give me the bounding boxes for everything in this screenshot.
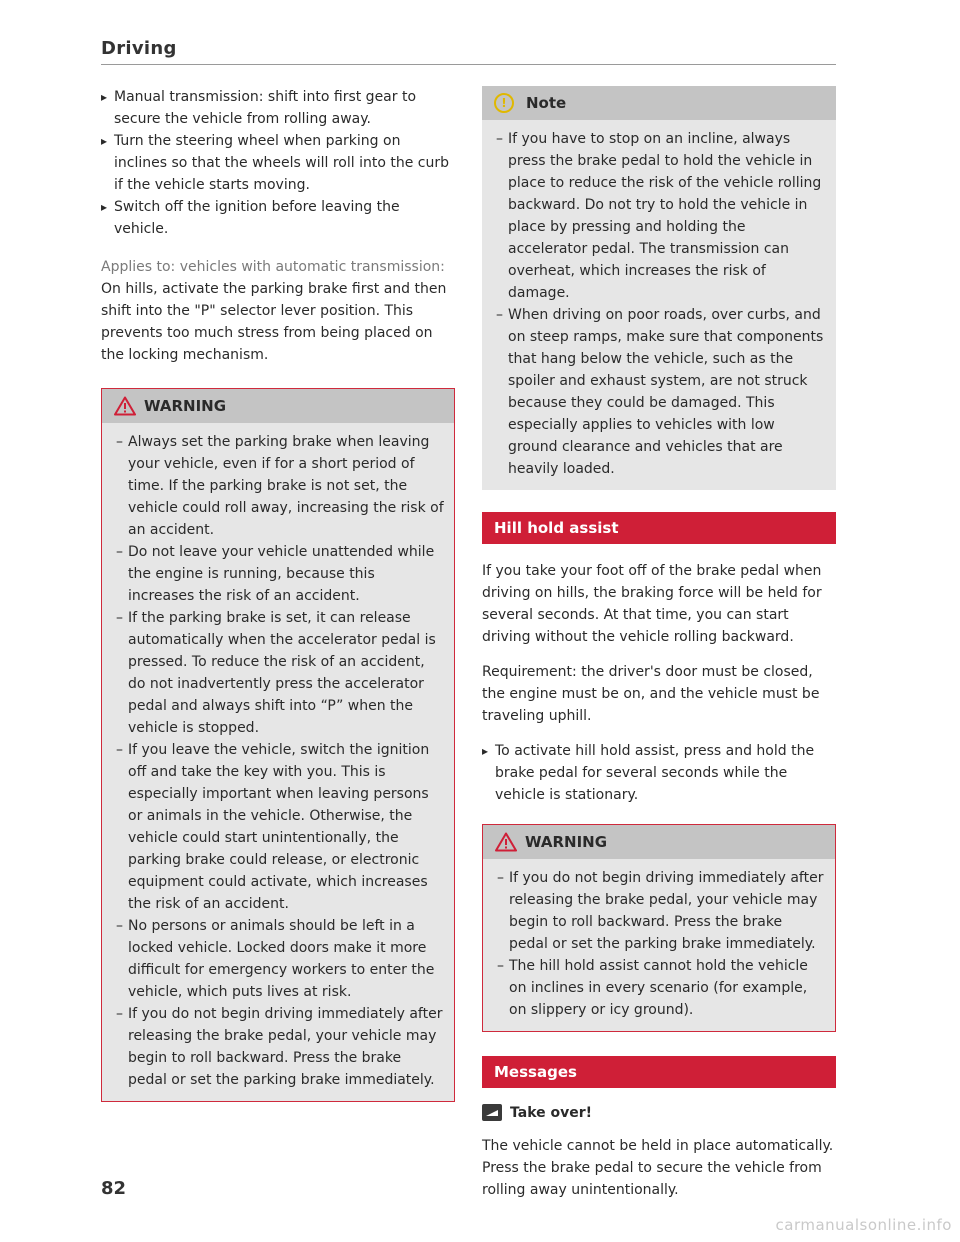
hill-hold-requirement: Requirement: the driver's door must be closed, the engine must be on, and the vehicle must be traveling uphill. <box>482 664 820 724</box>
warning-item: – If you leave the vehicle, switch the ignition off and take the key with you. This is especially important when leaving persons or animals in the vehicle. Otherwise, the vehicle could start unintentionally, the parking brake could release, or electronic equipment could activate, which increases the risk of an accident. <box>116 739 444 915</box>
warning-item: – Always set the parking brake when leaving your vehicle, even if for a short period of time. If the parking brake is not set, the vehicle could roll away, increasing the risk of an accident. <box>116 431 444 541</box>
warning-box-parking <box>101 388 455 1102</box>
section-heading-messages: Messages <box>482 1056 836 1088</box>
section-heading-hill-hold: Hill hold assist <box>482 512 836 544</box>
warning-triangle-icon <box>114 396 136 416</box>
hill-hold-indicator-icon <box>482 1104 502 1121</box>
applies-to-note: Applies to: vehicles with automatic transmission: <box>101 259 445 275</box>
warning-title: WARNING <box>525 833 608 851</box>
warning-item: – If you do not begin driving immediately after releasing the brake pedal, your vehicle may begin to roll backward. Press the brake pedal or set the parking brake immediately. <box>497 867 825 955</box>
warning-item: – If you do not begin driving immediately after releasing the brake pedal, your vehicle may begin to roll backward. Press the brake pedal or set the parking brake immediately. <box>116 1003 444 1091</box>
warning-item: – Do not leave your vehicle unattended while the engine is running, because this increases the risk of an accident. <box>116 541 444 607</box>
bullet-activate-hill-hold: ▸ To activate hill hold assist, press and hold the brake pedal for several seconds while the vehicle is stationary. <box>482 740 836 806</box>
bullet-switch-off-ignition: ▸ Switch off the ignition before leaving the vehicle. <box>101 196 455 240</box>
page-header-title: Driving <box>101 38 177 59</box>
note-item: – When driving on poor roads, over curbs, and on steep ramps, make sure that components that hang below the vehicle, such as the spoiler and exhaust system, are not struck because they could be damaged. This especially applies to vehicles with low ground clearance and vehicles that are heavily loaded. <box>496 304 826 480</box>
page-number: 82 <box>101 1178 127 1199</box>
watermark-text: carmanualsonline.info <box>775 1216 952 1234</box>
note-header <box>482 86 836 120</box>
warning-box-hill-hold <box>482 824 836 1032</box>
header-divider <box>101 64 836 65</box>
warning-title: WARNING <box>144 397 227 415</box>
note-title: Note <box>526 94 567 112</box>
warning-item: – The hill hold assist cannot hold the vehicle on inclines in every scenario (for example, on slippery or icy ground). <box>497 955 825 1021</box>
message-description: The vehicle cannot be held in place automatically. Press the brake pedal to secure the vehicle from rolling away unintentionally. <box>482 1138 834 1198</box>
warning-header <box>102 389 454 423</box>
warning-item: – No persons or animals should be left in a locked vehicle. Locked doors make it more difficult for emergency workers to enter the vehicle, which puts lives at risk. <box>116 915 444 1003</box>
warning-body <box>102 423 454 1101</box>
bullet-turn-wheel: ▸ Turn the steering wheel when parking on inclines so that the wheels will roll into the curb if the vehicle starts moving. <box>101 130 455 196</box>
note-info-icon: ! <box>494 93 514 113</box>
hills-paragraph: On hills, activate the parking brake first and then shift into the "P" selector lever position. This prevents too much stress from being placed on the locking mechanism. <box>101 281 447 363</box>
warning-item: – If the parking brake is set, it can release automatically when the accelerator pedal is pressed. To reduce the risk of an accident, do not inadvertently press the accelerator pedal and always shift into “P” when the vehicle is stopped. <box>116 607 444 739</box>
warning-triangle-icon <box>495 832 517 852</box>
warning-body <box>483 859 835 1031</box>
left-column <box>101 86 455 1102</box>
bullet-manual-transmission: ▸ Manual transmission: shift into first gear to secure the vehicle from rolling away. <box>101 86 455 130</box>
message-title: Take over! <box>510 1104 593 1121</box>
note-box <box>482 86 836 490</box>
note-body <box>482 120 836 490</box>
warning-header <box>483 825 835 859</box>
message-take-over <box>482 1104 836 1121</box>
hill-hold-paragraph: If you take your foot off of the brake pedal when driving on hills, the braking force will be held for several seconds. At that time, you can start driving without the vehicle rolling backward. <box>482 563 822 645</box>
right-column <box>482 86 836 1201</box>
note-item: – If you have to stop on an incline, always press the brake pedal to hold the vehicle in place to reduce the risk of the vehicle rolling backward. Do not try to hold the vehicle in place by pressing and holding the accelerator pedal. The transmission can overheat, which increases the risk of damage. <box>496 128 826 304</box>
